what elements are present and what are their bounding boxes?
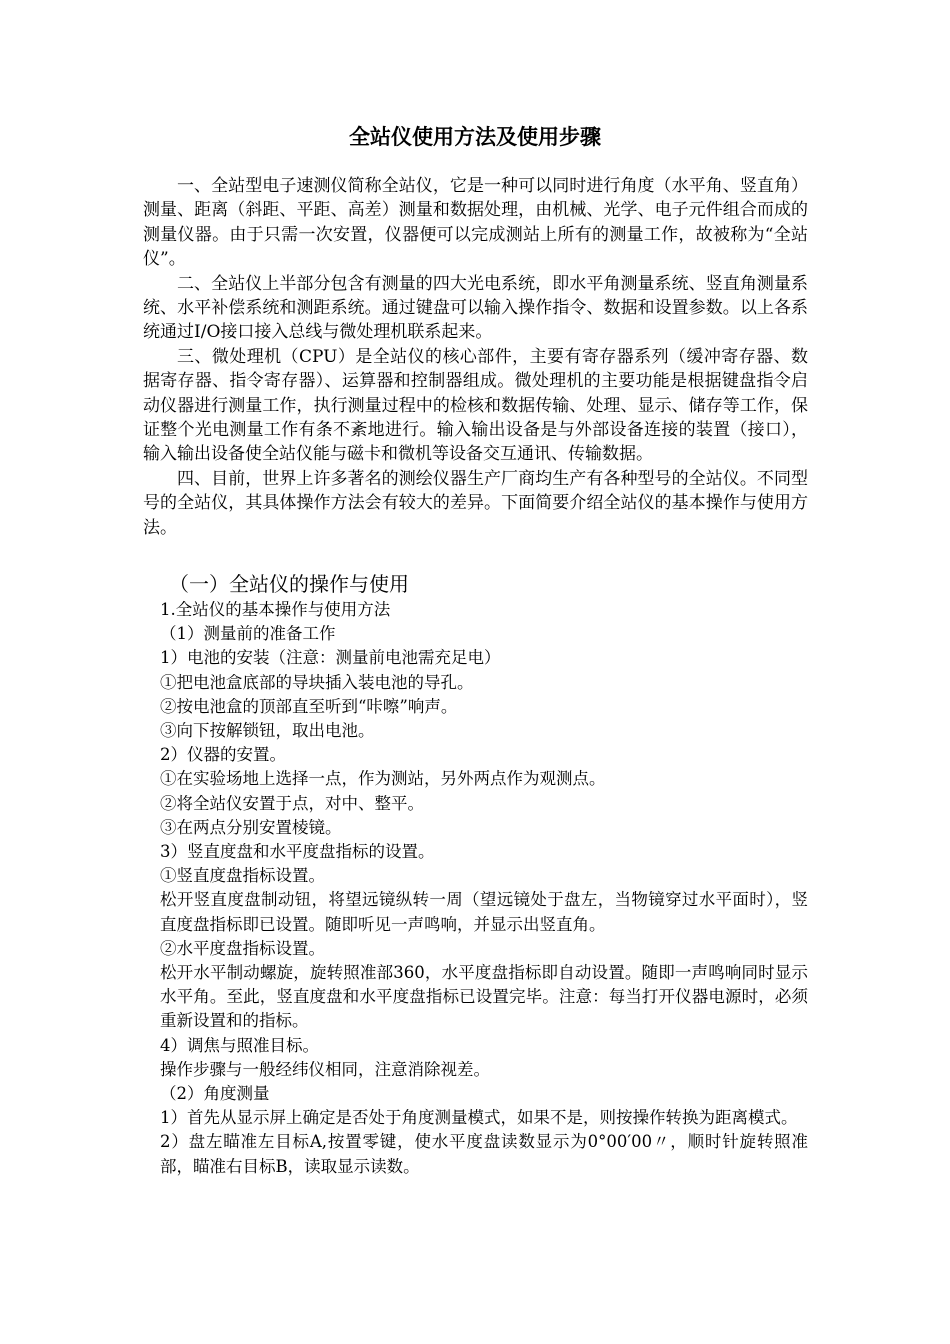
battery-step-1: ①把电池盒底部的导块插入装电池的导孔。 <box>160 672 474 692</box>
focus-text: 操作步骤与一般经纬仪相同，注意消除视差。 <box>160 1059 490 1079</box>
vertical-index-text: 松开竖直度盘制动钮，将望远镜纵转一周（望远镜处于盘左，当物镜穿过水平面时），竖直度盘指标即已设置。随即听见一声鸣响，并显示出竖直角。 <box>160 890 808 934</box>
subsection-prep: （1）测量前的准备工作 <box>160 624 336 644</box>
setup-step-2: ②将全站仪安置于点，对中、整平。 <box>160 793 424 813</box>
paragraph-3: 三、微处理机（CPU）是全站仪的核心部件，主要有寄存器系列（缓冲寄存器、数据寄存器、指令寄存器）、运算器和控制器组成。微处理机的主要功能是根据键盘指令启动仪器进行测量工作，执行测量过程中的检核和数据传输、处理、显示、储存等工作，保证整个光电测量工作有条不紊地进行。输入输出设备是与外部设备连接的装置（接口），输入输出设备使全站仪能与磁卡和微机等设备交互通讯、传输数据。 <box>143 346 808 465</box>
vertical-index-heading: ①竖直度盘指标设置。 <box>160 866 325 886</box>
section-heading: （一）全站仪的操作与使用 <box>169 572 409 596</box>
step-index-setting: 3）竖直度盘和水平度盘指标的设置。 <box>160 842 435 862</box>
document-title: 全站仪使用方法及使用步骤 <box>349 125 601 149</box>
operation-steps <box>160 570 808 1179</box>
paragraph-4: 四、目前，世界上许多著名的测绘仪器生产厂商均生产有各种型号的全站仪。不同型号的全站仪，其具体操作方法会有较大的差异。下面简要介绍全站仪的基本操作与使用方法。 <box>143 468 808 538</box>
subsection-angle: （2）角度测量 <box>160 1084 270 1104</box>
step-focus: 4）调焦与照准目标。 <box>160 1035 319 1055</box>
setup-step-3: ③在两点分别安置棱镜。 <box>160 817 342 837</box>
step-setup: 2）仪器的安置。 <box>160 745 286 765</box>
step-heading-1: 1.全站仪的基本操作与使用方法 <box>160 600 391 619</box>
battery-step-2: ②按电池盒的顶部直至听到“咔嚓”响声。 <box>160 696 458 716</box>
paragraph-1: 一、全站型电子速测仪简称全站仪，它是一种可以同时进行角度（水平角、竖直角）测量、距离（斜距、平距、高差）测量和数据处理，由机械、光学、电子元件组合而成的测量仪器。由于只需一次安置，仪器便可以完成测站上所有的测量工作，故被称为“全站仪”。 <box>143 176 808 270</box>
horizontal-index-heading: ②水平度盘指标设置。 <box>160 938 325 958</box>
setup-step-1: ①在实验场地上选择一点，作为测站，另外两点作为观测点。 <box>160 769 606 789</box>
intro-paragraphs <box>143 174 808 540</box>
step-battery: 1）电池的安装（注意：测量前电池需充足电） <box>160 648 501 668</box>
battery-step-3: ③向下按解锁钮，取出电池。 <box>160 721 375 741</box>
angle-step-1: 1）首先从显示屏上确定是否处于角度测量模式，如果不是，则按操作转换为距离模式。 <box>160 1108 798 1128</box>
paragraph-2: 二、全站仪上半部分包含有测量的四大光电系统，即水平角测量系统、竖直角测量系统、水平补偿系统和测距系统。通过键盘可以输入操作指令、数据和设置参数。以上各系统通过I/O接口接入总线与微处理机联系起来。 <box>143 273 808 343</box>
horizontal-index-text: 松开水平制动螺旋，旋转照准部360，水平度盘指标即自动设置。随即一声鸣响同时显示水平角。至此，竖直度盘和水平度盘指标已设置完毕。注意：每当打开仪器电源时，必须重新设置和的指标。 <box>160 963 808 1031</box>
angle-step-2: 2）盘左瞄准左目标A,按置零键，使水平度盘读数显示为0°00′00〃，顺时针旋转照准部，瞄准右目标B，读取显示读数。 <box>160 1132 808 1176</box>
